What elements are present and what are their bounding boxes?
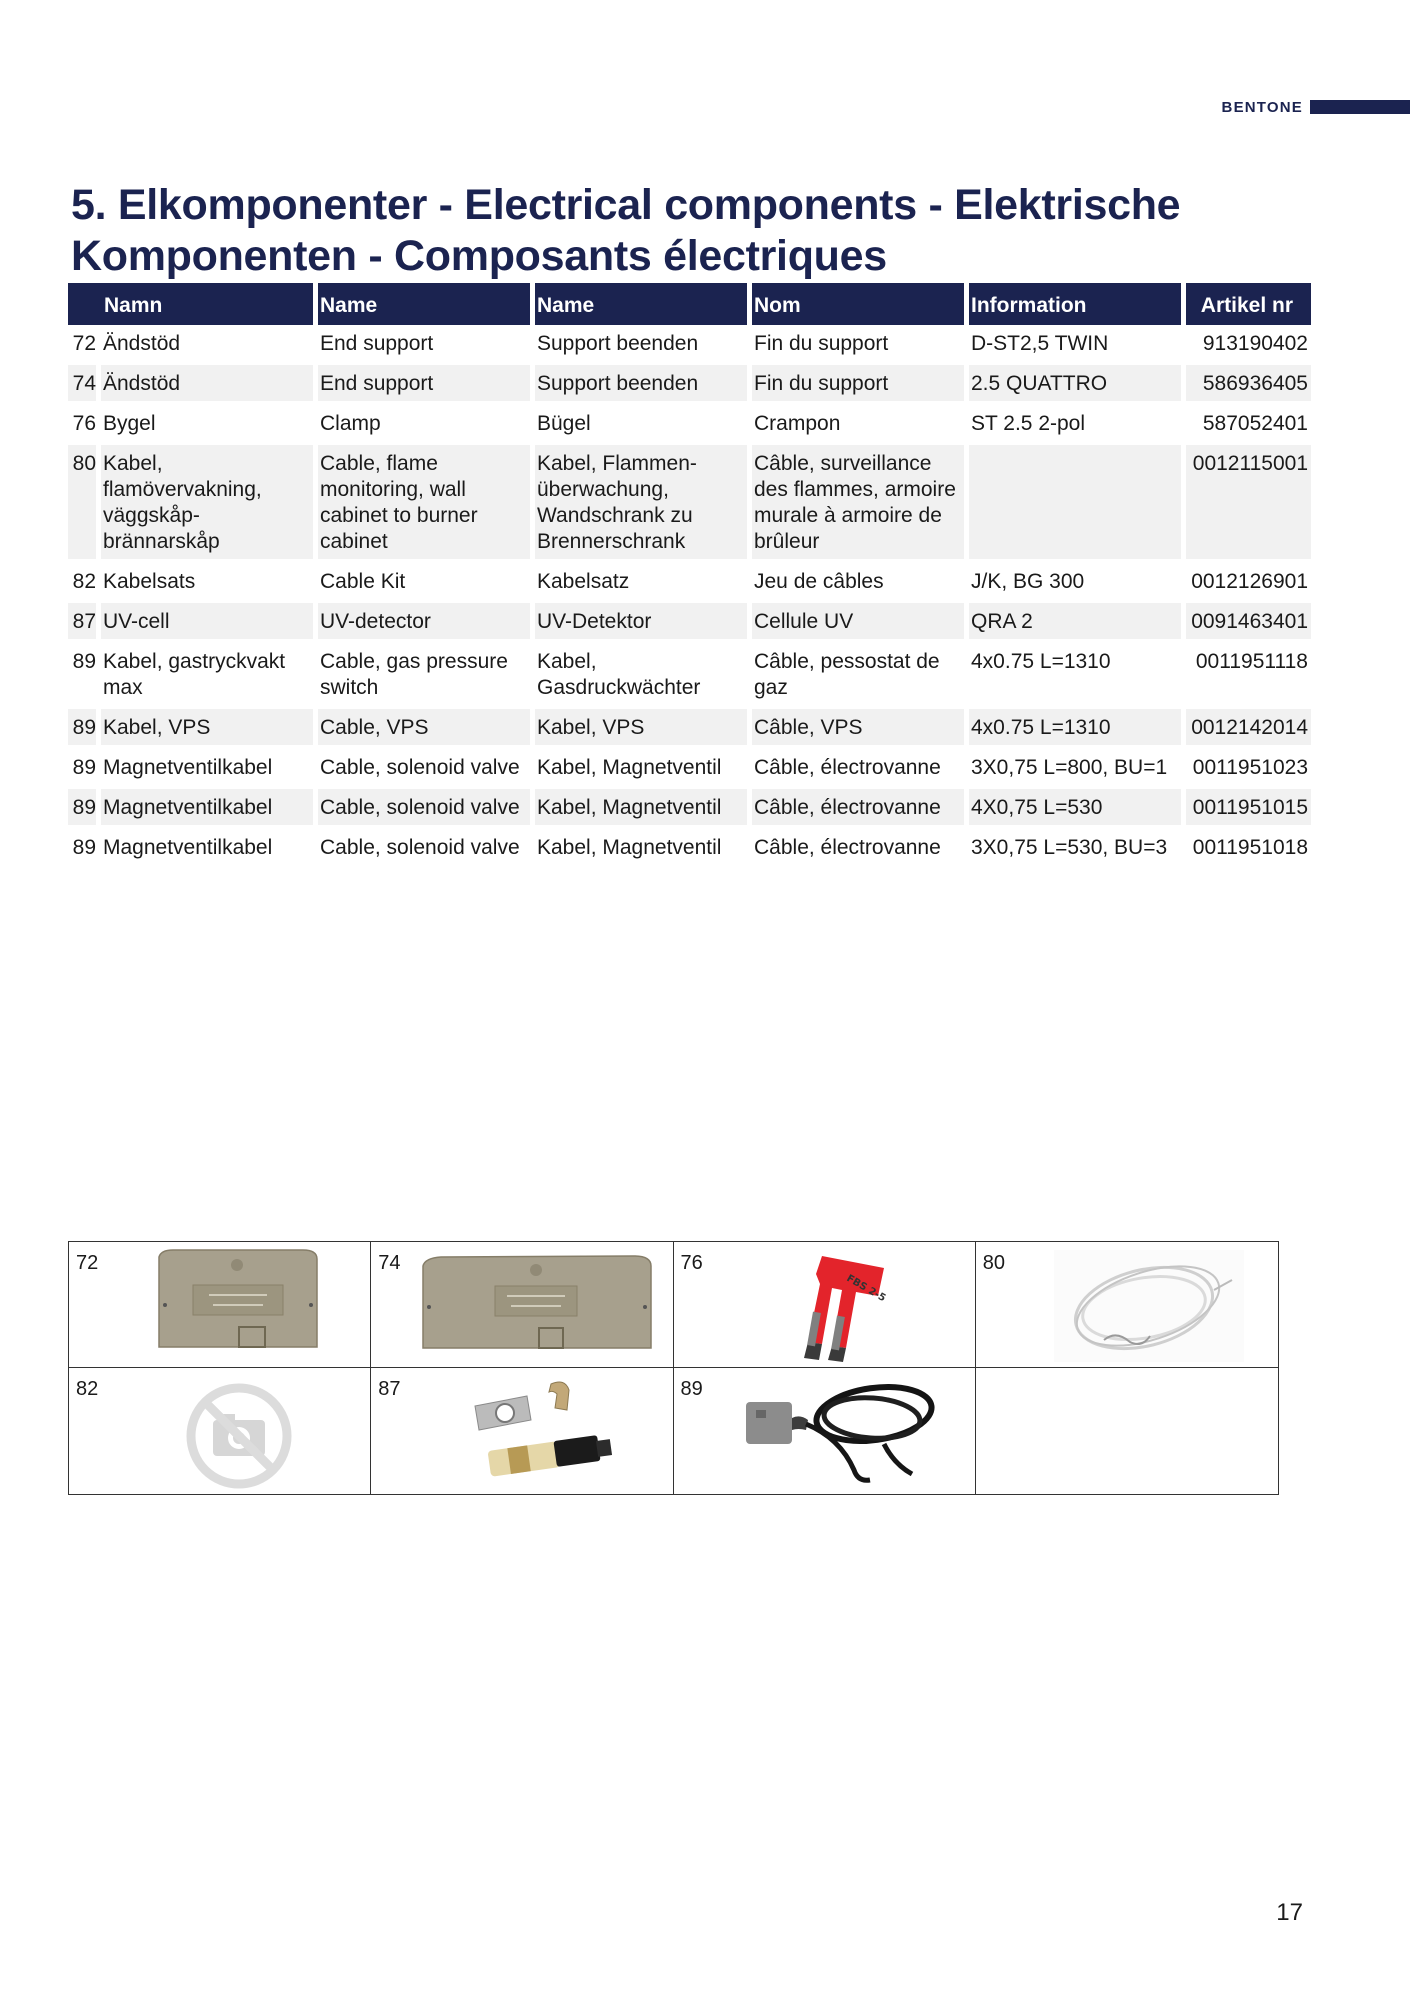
article-number: 587052401 — [1186, 405, 1311, 445]
name-swedish: Kabel, gastryckvakt max — [101, 643, 313, 709]
table-row — [68, 365, 1311, 405]
end-support-icon — [153, 1247, 323, 1359]
article-number: 586936405 — [1186, 365, 1311, 405]
information: J/K, BG 300 — [969, 563, 1181, 603]
position-number: 89 — [68, 709, 96, 749]
article-number: 0011951118 — [1186, 643, 1311, 709]
table-row — [68, 603, 1311, 643]
name-french: Câble, électrovanne — [752, 749, 964, 789]
name-german: Kabel, Flammen-überwachung, Wandschrank zu Brennerschrank — [535, 445, 747, 563]
name-german: Support beenden — [535, 365, 747, 405]
name-french: Crampon — [752, 405, 964, 445]
cell-number: 82 — [76, 1378, 99, 1400]
article-number: 0012115001 — [1186, 445, 1311, 563]
table-row — [68, 643, 1311, 709]
article-number: 0091463401 — [1186, 603, 1311, 643]
table-row — [68, 829, 1311, 869]
page-number: 17 — [1276, 1899, 1303, 1926]
gallery-cell-80 — [976, 1242, 1278, 1368]
name-french: Câble, électrovanne — [752, 829, 964, 869]
name-english: Cable Kit — [318, 563, 530, 603]
name-german: Kabel, VPS — [535, 709, 747, 749]
information: 3X0,75 L=530, BU=3 — [969, 829, 1181, 869]
name-french: Cellule UV — [752, 603, 964, 643]
table-row — [68, 405, 1311, 445]
name-english: UV-detector — [318, 603, 530, 643]
brand-mark — [1222, 99, 1410, 115]
position-number: 87 — [68, 603, 96, 643]
gallery-cell-72 — [69, 1242, 371, 1368]
cell-number: 76 — [680, 1252, 703, 1274]
page-title: 5. Elkomponenter - Electrical components - Elektrische Komponenten - Composants électriques — [71, 181, 1181, 280]
position-number: 89 — [68, 829, 96, 869]
position-number: 80 — [68, 445, 96, 563]
name-english: Cable, gas pressure switch — [318, 643, 530, 709]
name-swedish: Ändstöd — [101, 365, 313, 405]
name-german: Kabelsatz — [535, 563, 747, 603]
table-row — [68, 749, 1311, 789]
article-number: 0011951023 — [1186, 749, 1311, 789]
name-english: Cable, solenoid valve — [318, 749, 530, 789]
clamp-bridge-icon — [794, 1250, 890, 1362]
name-english: End support — [318, 325, 530, 365]
header-namn: Namn — [68, 283, 313, 325]
name-english: Cable, solenoid valve — [318, 829, 530, 869]
header-name-de: Name — [535, 283, 747, 325]
table-row — [68, 709, 1311, 749]
cable-coil-icon — [1054, 1250, 1244, 1362]
information: D-ST2,5 TWIN — [969, 325, 1181, 365]
name-french: Câble, électrovanne — [752, 789, 964, 829]
uv-cell-icon — [469, 1376, 619, 1488]
header-information: Information — [969, 283, 1181, 325]
name-english: Cable, VPS — [318, 709, 530, 749]
gallery-cell-76 — [674, 1242, 976, 1368]
cell-number: 72 — [76, 1252, 99, 1274]
gallery-cell-89 — [674, 1368, 976, 1494]
name-german: Bügel — [535, 405, 747, 445]
header-artikel-nr: Artikel nr — [1186, 283, 1311, 325]
name-english: Cable, solenoid valve — [318, 789, 530, 829]
table-row — [68, 789, 1311, 829]
information: 4x0.75 L=1310 — [969, 709, 1181, 749]
name-french: Fin du support — [752, 325, 964, 365]
information: 3X0,75 L=800, BU=1 — [969, 749, 1181, 789]
gallery-cell-74 — [371, 1242, 673, 1368]
name-swedish: Ändstöd — [101, 325, 313, 365]
table-row — [68, 445, 1311, 563]
name-swedish: Magnetventilkabel — [101, 789, 313, 829]
information: QRA 2 — [969, 603, 1181, 643]
name-swedish: Bygel — [101, 405, 313, 445]
gallery-cell-empty — [976, 1368, 1278, 1494]
name-swedish: Kabel, flamövervakning, väggskåp-brännarskåp — [101, 445, 313, 563]
position-number: 74 — [68, 365, 96, 405]
article-number: 913190402 — [1186, 325, 1311, 365]
table-header-row — [68, 283, 1311, 325]
name-german: Kabel, Magnetventil — [535, 789, 747, 829]
clamp-label: FBS 2-5 — [844, 1273, 887, 1305]
name-english: End support — [318, 365, 530, 405]
brand-name: BENTONE — [1221, 98, 1303, 116]
no-photo-icon — [185, 1382, 293, 1490]
name-swedish: Kabel, VPS — [101, 709, 313, 749]
name-swedish: Magnetventilkabel — [101, 749, 313, 789]
position-number: 72 — [68, 325, 96, 365]
position-number: 89 — [68, 789, 96, 829]
position-number: 89 — [68, 643, 96, 709]
parts-table — [63, 283, 1316, 869]
article-number: 0012142014 — [1186, 709, 1311, 749]
table-row — [68, 325, 1311, 365]
cell-number: 87 — [378, 1378, 401, 1400]
name-french: Jeu de câbles — [752, 563, 964, 603]
information — [969, 445, 1181, 563]
cell-number: 74 — [378, 1252, 401, 1274]
name-german: Support beenden — [535, 325, 747, 365]
gallery-cell-87 — [371, 1368, 673, 1494]
information: 2.5 QUATTRO — [969, 365, 1181, 405]
brand-bar — [1310, 100, 1410, 114]
article-number: 0011951018 — [1186, 829, 1311, 869]
information: 4x0.75 L=1310 — [969, 643, 1181, 709]
position-number: 89 — [68, 749, 96, 789]
cell-number: 89 — [680, 1378, 703, 1400]
name-french: Câble, VPS — [752, 709, 964, 749]
header-nom: Nom — [752, 283, 964, 325]
position-number: 82 — [68, 563, 96, 603]
name-swedish: Kabelsats — [101, 563, 313, 603]
name-english: Clamp — [318, 405, 530, 445]
name-french: Câble, pessostat de gaz — [752, 643, 964, 709]
article-number: 0012126901 — [1186, 563, 1311, 603]
information: ST 2.5 2-pol — [969, 405, 1181, 445]
name-swedish: Magnetventilkabel — [101, 829, 313, 869]
name-swedish: UV-cell — [101, 603, 313, 643]
name-french: Fin du support — [752, 365, 964, 405]
end-support-icon — [419, 1252, 655, 1358]
gallery-cell-82 — [69, 1368, 371, 1494]
solenoid-cable-icon — [744, 1374, 944, 1488]
article-number: 0011951015 — [1186, 789, 1311, 829]
name-german: Kabel, Magnetventil — [535, 749, 747, 789]
name-german: Kabel, Gasdruckwächter — [535, 643, 747, 709]
name-german: UV-Detektor — [535, 603, 747, 643]
name-english: Cable, flame monitoring, wall cabinet to burner cabinet — [318, 445, 530, 563]
cell-number: 80 — [982, 1252, 1005, 1274]
name-german: Kabel, Magnetventil — [535, 829, 747, 869]
information: 4X0,75 L=530 — [969, 789, 1181, 829]
name-french: Câble, surveillance des flammes, armoire murale à armoire de brûleur — [752, 445, 964, 563]
position-number: 76 — [68, 405, 96, 445]
header-name-en: Name — [318, 283, 530, 325]
image-gallery — [68, 1241, 1279, 1495]
table-row — [68, 563, 1311, 603]
